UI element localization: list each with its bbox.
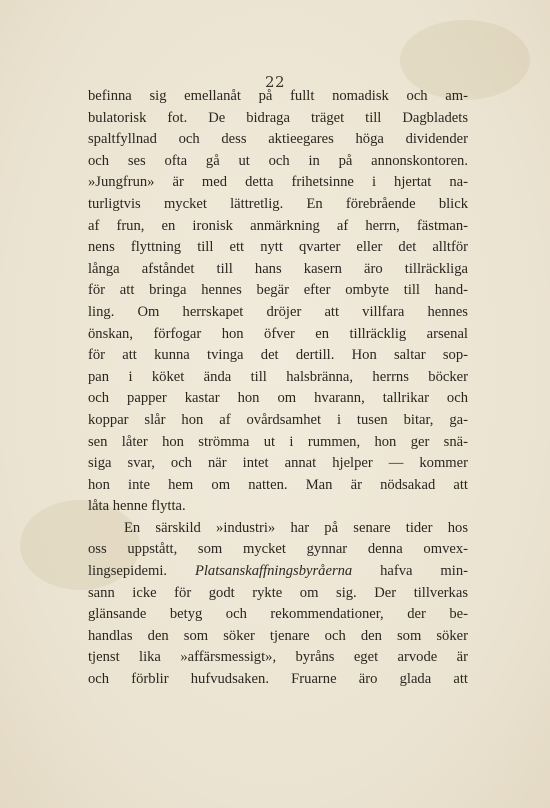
text-line: pan i köket ända till halsbränna, herrns böcker: [88, 368, 468, 385]
text-line: låta henne flytta.: [88, 498, 186, 515]
text-line: och papper kastar hon om hvarann, tallrikar och: [88, 390, 468, 407]
text-line: »Jungfrun» är med detta frihetsinne i hjertat na-: [88, 174, 468, 191]
text-line: spaltfyllnad och dess aktieegares höga dividender: [88, 131, 468, 148]
text-line: siga svar, och när intet annat hjelper — kommer: [88, 455, 468, 472]
text-line: turligtvis mycket lättretlig. En förebrående blick: [88, 195, 468, 212]
text-line: koppar slår hon af ovårdsamhet i tusen bitar, ga-: [88, 411, 468, 428]
text-line: sann icke för godt rykte om sig. Der tillverkas: [88, 584, 468, 601]
text-line: oss uppstått, som mycket gynnar denna omvex-: [88, 541, 468, 558]
text-line-mixed: [88, 561, 468, 583]
text-line: önskan, förfogar hon öfver en tillräcklig arsenal: [88, 325, 468, 342]
text-line: för att kunna tvinga det dertill. Hon saltar sop-: [88, 347, 468, 364]
text-line: hon inte hem om natten. Man är nödsakad att: [88, 476, 468, 493]
text-line: af frun, en ironisk anmärkning af herrn, fästman-: [88, 217, 468, 234]
text-line: glänsande betyg och rekommendationer, der be-: [88, 606, 468, 623]
text-segment: hafva min-: [380, 563, 468, 580]
text-line: handlas den som söker tjenare och den som söker: [88, 627, 468, 644]
body-text: [88, 86, 468, 691]
page-number: 22: [264, 73, 286, 91]
text-line: och förblir hufvudsaken. Fruarne äro glada att: [88, 671, 468, 688]
text-line: sen låter hon strömma ut i rummen, hon ger snä-: [88, 433, 468, 450]
text-line: bulatorisk fot. De bidraga träget till Dagbladets: [88, 109, 468, 126]
text-line: En särskild »industri» har på senare tider hos: [124, 519, 468, 536]
text-segment: lingsepidemi.: [88, 563, 168, 580]
text-line: långa afståndet till hans kasern äro tillräckliga: [88, 260, 468, 277]
text-line: tjenst lika »affärsmessigt», byråns eget arvode är: [88, 649, 468, 666]
text-line: för att bringa hennes begär efter ombyte till hand-: [88, 282, 468, 299]
italic-term: Platsanskaffningsbyråerna: [194, 563, 353, 580]
text-line: och ses ofta gå ut och in på annonskontoren.: [88, 152, 468, 169]
text-line: nens flyttning till ett nytt qvarter eller det alltför: [88, 239, 468, 256]
text-line: ling. Om herrskapet dröjer att villfara hennes: [88, 303, 468, 320]
text-line: befinna sig emellanåt på fullt nomadisk och am-: [88, 88, 468, 104]
